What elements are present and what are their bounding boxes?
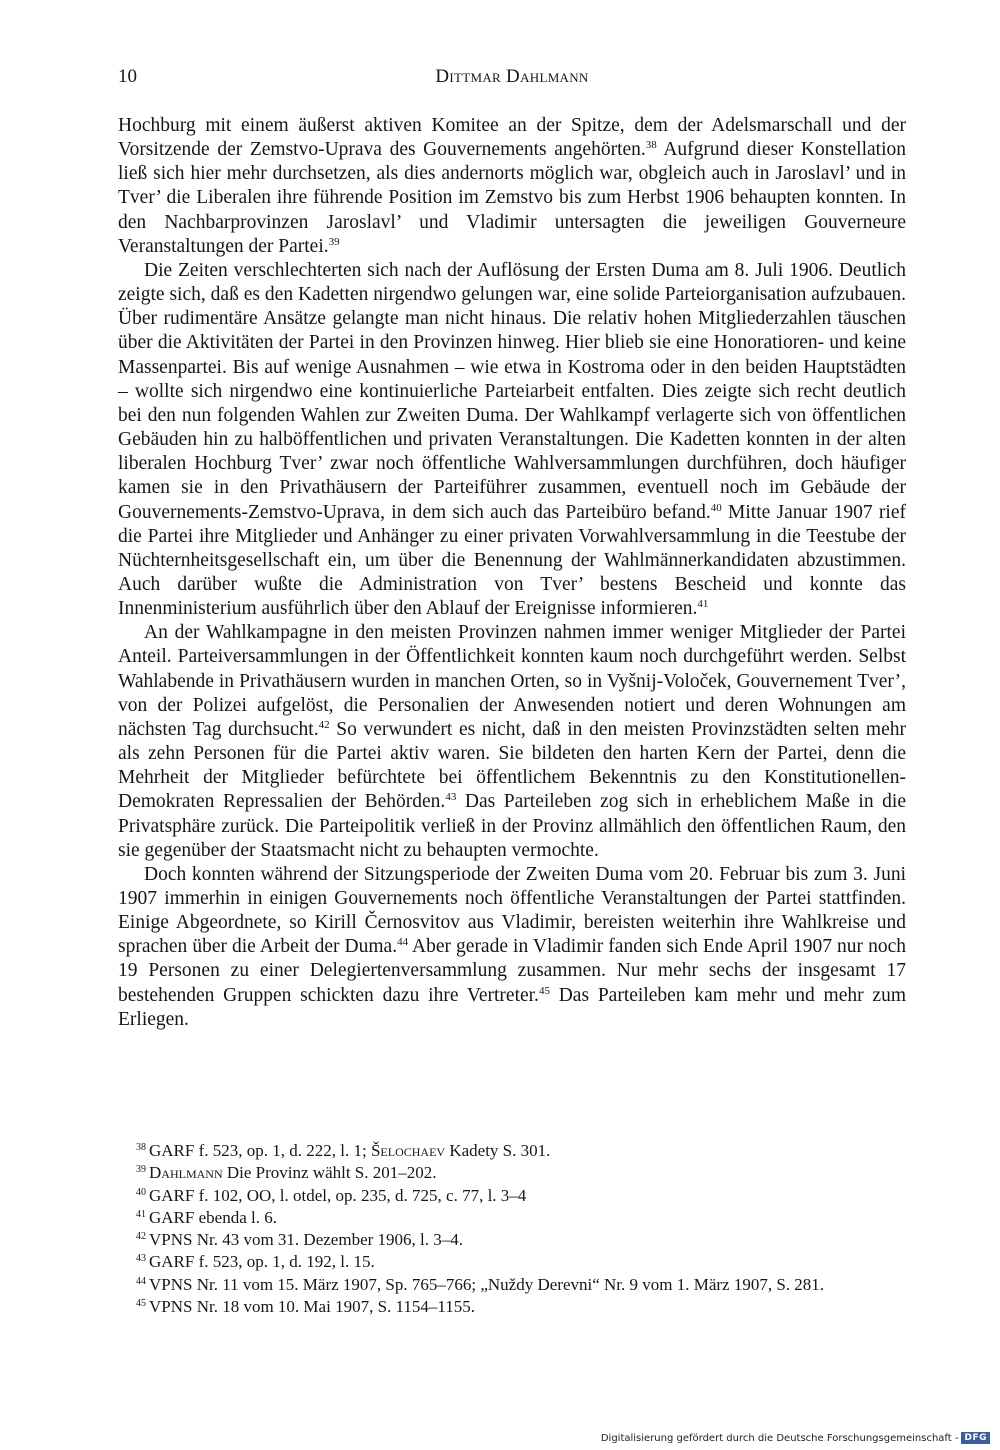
dfg-logo: DFG xyxy=(961,1432,990,1444)
footnote-ref-42[interactable]: 42 xyxy=(318,718,330,731)
digitization-credit xyxy=(601,1432,990,1444)
running-head: Dittmar Dahlmann xyxy=(435,66,589,87)
footnote-ref-38[interactable]: 38 xyxy=(645,139,657,152)
footnote-41: $^{41}$ GARF ebenda l. 6. xyxy=(136,1207,277,1227)
footnotes xyxy=(118,1140,906,1318)
footnote-38: $^{38}$ GARF f. 523, op. 1, d. 222, l. 1; Šelochaev Kadety S. 301. xyxy=(136,1141,551,1160)
page-number: 10 xyxy=(118,66,137,87)
footnote-43: $^{43}$ GARF f. 523, op. 1, d. 192, l. 15. xyxy=(136,1252,375,1272)
footnote-ref-43[interactable]: 43 xyxy=(445,791,457,804)
footnote-42: $^{42}$ VPNS Nr. 43 vom 31. Dezember 1906, l. 3–4. xyxy=(136,1230,464,1250)
footnote-ref-41[interactable]: 41 xyxy=(697,598,709,611)
paragraph-1: Hochburg mit einem äußerst aktiven Komitee an der Spitze, dem der Adelsmarschall und der Vorsitzende der Zemstvo-Uprava des Gouvernements angehörten.$^{38}$ Aufgrund dieser Konstellation ließ sich hier mehr durchsetzen, als dies andernorts möglich war, obgleich auch in Jaroslavl’ und in Tver’ die Liberalen ihre führende Position im Zemstvo bis zum Herbst 1906 behaupten konnten. In den Nachbarprovinzen Jaroslavl’ und Vladimir untersagten die jeweiligen Gouverneure Veranstaltungen der Partei.$^{39}$ xyxy=(118,115,907,257)
footnote-39: $^{39}$ Dahlmann Die Provinz wählt S. 201–202. xyxy=(136,1163,437,1183)
footnote-ref-45[interactable]: 45 xyxy=(538,984,550,997)
footnote-ref-44[interactable]: 44 xyxy=(397,936,409,949)
body-text xyxy=(118,114,906,1032)
credit-text: Digitalisierung gefördert durch die Deutsche Forschungsgemeinschaft - xyxy=(600,1433,959,1444)
paragraph-3: An der Wahlkampagne in den meisten Provinzen nahmen immer weniger Mitglieder der Partei Anteil. Parteiversammlungen in der Öffentlichkeit konnten kaum noch durchgeführt werden. Selbst Wahlabende in Privathäusern wurden in manchen Orten, so in Vyšnij-Voloček, Gouvernement Tver’, von der Polizei aufgelöst, die Personalien der Anwesenden notiert und deren Wohnungen am nächsten Tag durchsucht.$^{42}$ So verwundert es nicht, daß in den meisten Provinzstädten selten mehr als zehn Personen für die Partei aktiv waren. Sie bildeten den harten Kern der Partei, denn die Mehrheit der Mitglieder befürchtete bei öffentlichem Bekenntnis zu den Konstitutionellen-Demokraten Repressalien der Behörden.$^{43}$ Das Parteileben zog sich in erheblichem Maße in die Privatsphäre zurück. Die Parteipolitik verließ in der Provinz allmählich den öffentlichen Raum, den sie gegenüber der Staatsmacht nicht zu behaupten vermochte. xyxy=(118,622,906,861)
footnote-ref-40[interactable]: 40 xyxy=(710,501,722,514)
footnote-44: $^{44}$ VPNS Nr. 11 vom 15. März 1907, Sp. 765–766; „Nuždy Derevni“ Nr. 9 vom 1. März 1907, S. 281. xyxy=(136,1274,825,1294)
footnote-40: $^{40}$ GARF f. 102, OO, l. otdel, op. 235, d. 725, c. 77, l. 3–4 xyxy=(136,1185,527,1205)
footnote-ref-39[interactable]: 39 xyxy=(328,235,340,248)
paragraph-4: Doch konnten während der Sitzungsperiode der Zweiten Duma vom 20. Februar bis zum 3. Juni 1907 immerhin in einigen Gouvernements noch öffentliche Veranstaltungen der Partei stattfinden. Einige Abgeordnete, so Kirill Černosvitov aus Vladimir, bereisten weiterhin ihre Wahlkreise und sprachen über die Arbeit der Duma.$^{44}$ Aber gerade in Vladimir fanden sich Ende April 1907 nur noch 19 Personen zu einer Delegiertenversammlung zusammen. Nur mehr sechs der insgesamt 17 bestehenden Gruppen schickten dazu ihre Vertreter.$^{45}$ Das Parteileben kam mehr und mehr zum Erliegen. xyxy=(118,863,906,1030)
paragraph-2: Die Zeiten verschlechterten sich nach der Auflösung der Ersten Duma am 8. Juli 1906. Deutlich zeigte sich, daß es den Kadetten nirgendwo gelungen war, eine solide Parteiorganisation aufzubauen. Über rudimentäre Ansätze gelangte man nicht hinaus. Die relativ hohen Mitgliederzahlen täuschen über die Aktivitäten der Partei in den Provinzen hinweg. Hier blieb sie eine Honoratioren- und keine Massenpartei. Bis auf wenige Ausnahmen – wie etwa in Kostroma oder in den beiden Hauptstädten – wollte sich nirgendwo eine kontinuierliche Parteiarbeit entfalten. Dies zeigte sich recht deutlich bei den nun folgenden Wahlen zur Zweiten Duma. Der Wahlkampf verlagerte sich von öffentlichen Gebäuden hin zu halböffentlichen und privaten Veranstaltungen. Die Kadetten konnten in der alten liberalen Hochburg Tver’ zwar noch öffentliche Wahlversammlungen durchführen, doch häufiger kamen sie in den Privathäusern der Parteiführer zusammen, eventuell noch im Gebäude der Gouvernements-Zemstvo-Uprava, in dem sich auch das Parteibüro befand.$^{40}$ Mitte Januar 1907 rief die Partei ihre Mitglieder und Anhänger zu einer privaten Vorwahlversammlung in die Teestube der Nüchternheitsgesellschaft ein, um über die Benennung der Wahlmännerkandidaten abzustimmen. Auch darüber wußte die Administration von Tver’ bestens Bescheid und konnte das Innenministerium ausführlich über den Ablauf der Ereignisse informieren.$^{41}$ xyxy=(118,259,906,620)
page-header xyxy=(118,66,906,96)
footnote-45: $^{45}$ VPNS Nr. 18 vom 10. Mai 1907, S. 1154–1155. xyxy=(136,1297,476,1317)
